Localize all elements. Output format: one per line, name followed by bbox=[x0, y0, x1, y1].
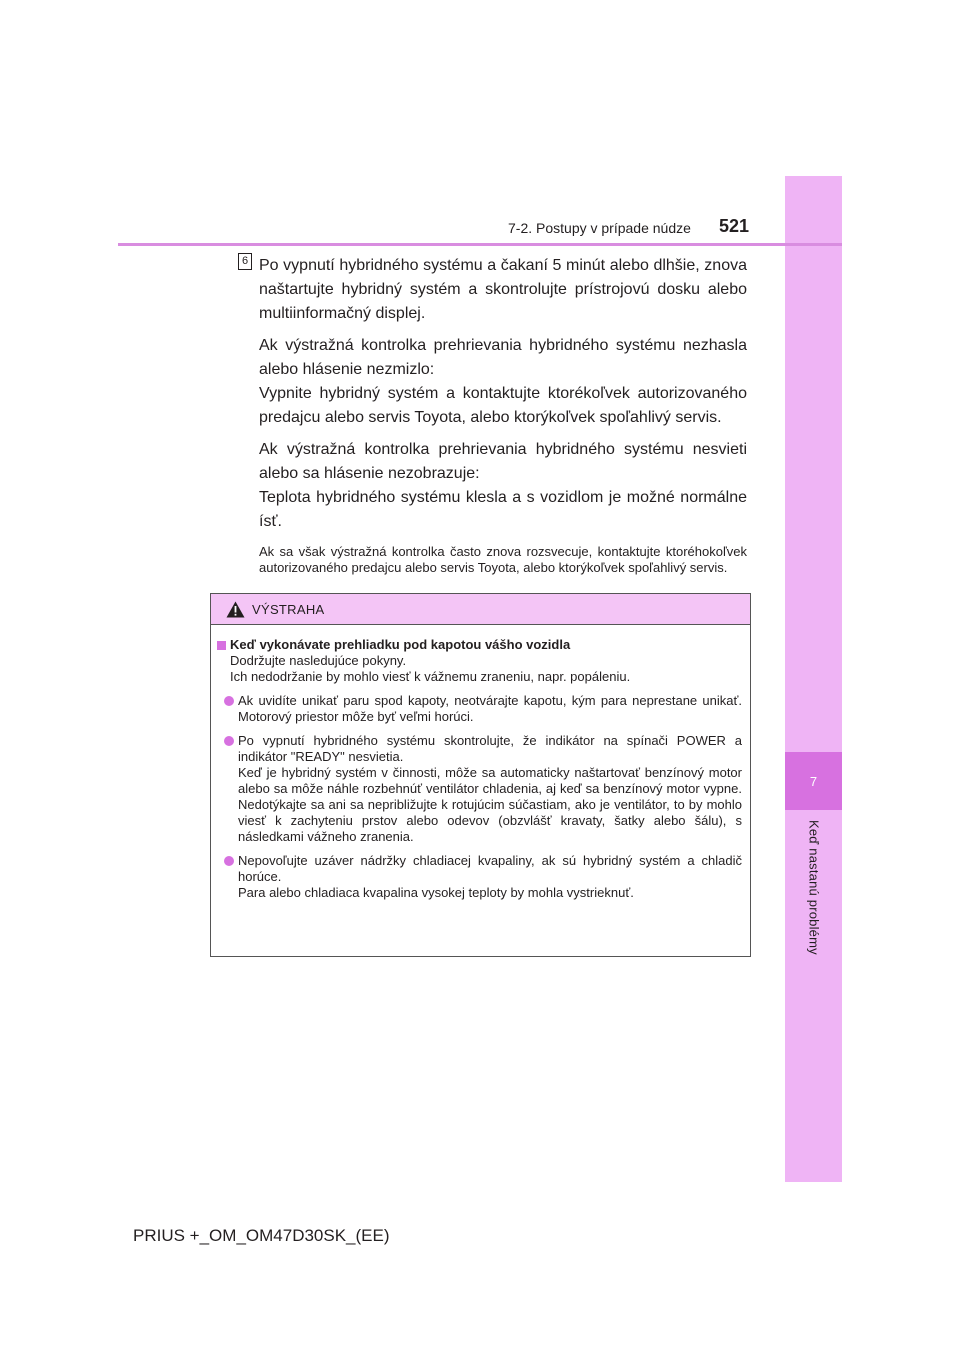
warning-bullet-text bbox=[238, 733, 742, 845]
warning-body bbox=[211, 625, 750, 901]
square-bullet-icon bbox=[217, 641, 226, 650]
step-body bbox=[259, 254, 747, 584]
warning-bullet-line: Nepovoľujte uzáver nádržky chladiacej kvapaliny, ak sú hybridný systém a chladič horúce. bbox=[238, 853, 742, 884]
page-number: 521 bbox=[719, 216, 750, 236]
chapter-title: Keď nastanú problémy bbox=[806, 820, 822, 955]
document-code: PRIUS +_OM_OM47D30SK_(EE) bbox=[133, 1226, 390, 1245]
warning-bullet-line: Po vypnutí hybridného systému skontrolujte, že indikátor na spínači POWER a indikátor "READY" nesvietia. bbox=[238, 733, 742, 764]
warning-heading-text: Keď vykonávate prehliadku pod kapotou vášho vozidla bbox=[230, 637, 571, 652]
warning-bullet-line: Para alebo chladiaca kvapalina vysokej teploty by mohla vystrieknuť. bbox=[238, 885, 634, 900]
step-paragraph: Vypnite hybridný systém a kontaktujte ktorékoľvek autorizovaného predajcu alebo servis Toyota, alebo ktorýkoľvek spoľahlivý servis. bbox=[259, 385, 747, 426]
warning-bullet bbox=[217, 733, 742, 845]
warning-bullet bbox=[217, 693, 742, 725]
chapter-title-vertical bbox=[790, 820, 838, 1140]
warning-intro: Ich nedodržanie by mohlo viesť k vážnemu zraneniu, napr. popáleniu. bbox=[230, 669, 631, 684]
warning-intro: Dodržujte nasledujúce pokyny. bbox=[230, 653, 407, 668]
warning-heading bbox=[217, 637, 742, 653]
warning-title: VÝSTRAHA bbox=[252, 601, 325, 617]
running-head: 7-2. Postupy v prípade núdze bbox=[508, 220, 691, 236]
step-paragraph: Teplota hybridného systému klesla a s vozidlom je možné normálne ísť. bbox=[259, 489, 747, 530]
warning-bullet-text bbox=[238, 853, 742, 901]
step-paragraph: Ak výstražná kontrolka prehrievania hybridného systému nezhasla alebo hlásenie nezmizlo: bbox=[259, 337, 747, 378]
bullet-dot-icon bbox=[224, 696, 234, 706]
warning-bullet-text: Ak uvidíte unikať paru spod kapoty, neotvárajte kapotu, kým para neprestane unikať. Motorový priestor môže byť veľmi horúci. bbox=[238, 693, 742, 724]
warning-triangle-icon bbox=[226, 601, 245, 618]
bullet-dot-icon bbox=[224, 856, 234, 866]
chapter-number: 7 bbox=[809, 773, 818, 789]
warning-header bbox=[211, 594, 750, 625]
warning-bullet-line: Keď je hybridný systém v činnosti, môže sa automaticky naštartovať benzínový motor alebo sa môže náhle rozbehnúť ventilátor chladenia, aj keď sa benzínový motor vypne. Nedotýkajte sa ani sa nepribližujte k rotujúcim súčastiam, ako je ventilátor, to by mohlo viesť k zachyteniu prstov alebo odevov (obzvlášť kravaty, šatky alebo šálu), s následkami vážneho zranenia. bbox=[238, 765, 742, 844]
header-rule bbox=[118, 243, 842, 246]
step-paragraph: Ak výstražná kontrolka prehrievania hybridného systému nesvieti alebo sa hlásenie nezobrazuje: bbox=[259, 441, 747, 482]
step-note: Ak sa však výstražná kontrolka často znova rozsvecuje, kontaktujte ktoréhokoľvek autorizovaného predajcu alebo servis Toyota, alebo ktorýkoľvek spoľahlivý servis. bbox=[259, 544, 747, 575]
warning-bullet bbox=[217, 853, 742, 901]
step-number-box: 6 bbox=[238, 253, 252, 270]
bullet-dot-icon bbox=[224, 736, 234, 746]
step-paragraph: Po vypnutí hybridného systému a čakaní 5 minút alebo dlhšie, znova naštartujte hybridný systém a skontrolujte prístrojovú dosku alebo multiinformačný displej. bbox=[259, 257, 747, 322]
warning-box bbox=[210, 593, 751, 957]
